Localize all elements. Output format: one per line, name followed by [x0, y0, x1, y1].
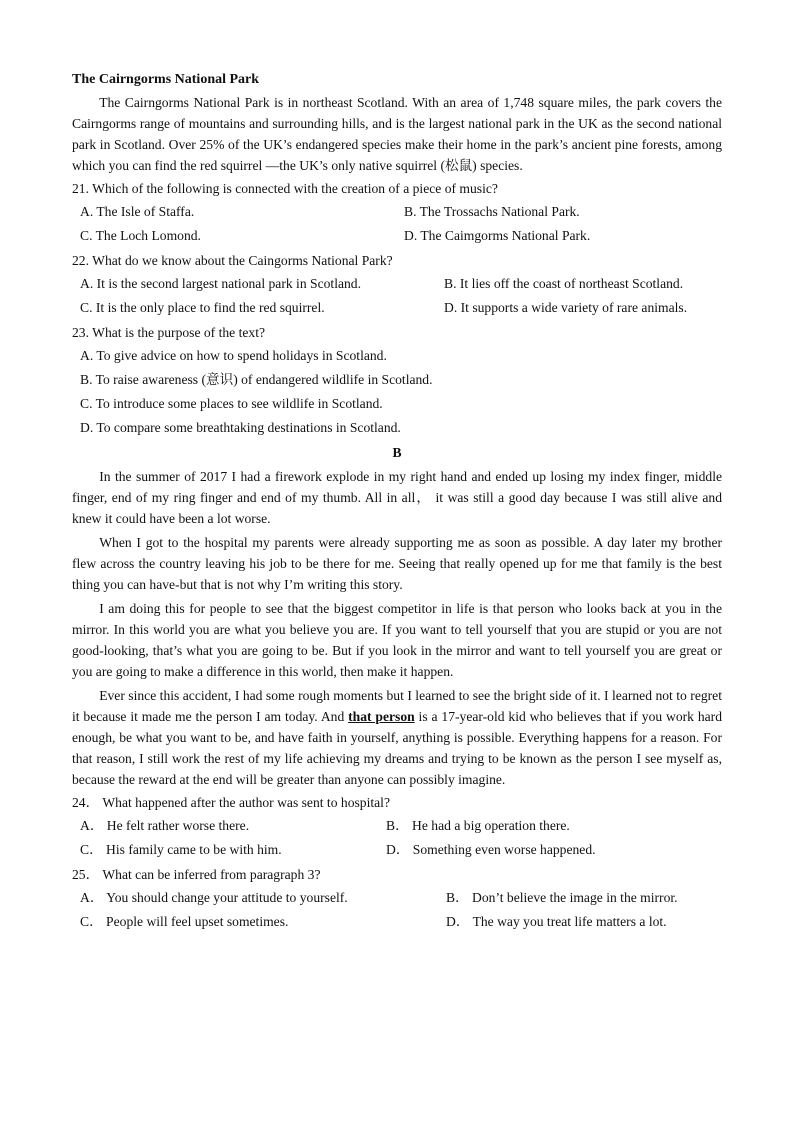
question-stem: 24． What happened after the author was sent to hospital?	[72, 795, 390, 810]
question-25	[72, 864, 722, 934]
paragraph-text: is a 17-year-old kid who believes that if you work hard enough, be what you want to be, and have faith in yourself, anything is possible. Everything happens for a reason. For that reason, I still work the rest of my life achieving my dreams and trying to be known as the person I see myself as, because the reward at the end will be greater than anyone can possibly imagine.	[72, 709, 722, 787]
option-a: A. To give advice on how to spend holidays in Scotland.	[80, 348, 387, 363]
question-23	[72, 322, 722, 440]
question-stem: 21. Which of the following is connected with the creation of a piece of music?	[72, 181, 498, 196]
option-d: D. The Caimgorms National Park.	[404, 228, 591, 243]
option-b: B. The Trossachs National Park.	[404, 204, 580, 219]
paragraph-text: Ever since this accident, I had some rough moments but I learned to see the bright side of it. I learned not to regret it because it made me the person I am today. And	[72, 688, 722, 724]
passage-a-paragraph: The Cairngorms National Park is in northeast Scotland. With an area of 1,748 square miles, the park covers the Cairngorms range of mountains and surrounding hills, and is the largest national park in the UK as the second national park in Scotland. Over 25% of the UK’s endangered species make their home in the park’s ancient pine forests, among which you can find the red squirrel —the UK’s only native squirrel (松鼠) species.	[72, 95, 722, 173]
answer-options	[72, 344, 722, 440]
option-a: A． He felt rather worse there.	[80, 818, 250, 833]
option-c: C． His family came to be with him.	[80, 842, 282, 857]
option-a: A． You should change your attitude to yourself.	[80, 890, 348, 905]
document-page	[72, 72, 722, 934]
option-c: C. The Loch Lomond.	[80, 228, 201, 243]
passage-b-paragraph-3: I am doing this for people to see that the biggest competitor in life is that person who looks back at you in the mirror. In this world you are what you believe you are. If you want to tell yourself that you are stupid or you are not good-looking, that’s what you are going to be. But if you look in the mirror and want to tell yourself you are great or you are going to make a difference in this world, then make it happen.	[72, 601, 722, 679]
option-d: D. It supports a wide variety of rare animals.	[444, 300, 688, 315]
passage-b-paragraph-4	[72, 685, 722, 790]
passage-a-title: The Cairngorms National Park	[72, 72, 260, 87]
option-b: B. It lies off the coast of northeast Scotland.	[444, 276, 684, 291]
underlined-phrase: that person	[348, 709, 415, 724]
option-b: B. To raise awareness (意识) of endangered wildlife in Scotland.	[80, 372, 433, 387]
passage-b-paragraph-1: In the summer of 2017 I had a firework explode in my right hand and ended up losing my index finger, middle finger, end of my ring finger and end of my thumb. All in all， it was still a good day because I was still alive and knew it could have been a lot worse.	[72, 469, 722, 526]
option-a: A. The Isle of Staffa.	[80, 204, 195, 219]
option-c: C． People will feel upset sometimes.	[80, 914, 289, 929]
answer-options	[72, 814, 722, 862]
section-b-heading: B	[392, 445, 402, 460]
question-22	[72, 250, 722, 320]
option-b: B． He had a big operation there.	[386, 818, 570, 833]
option-d: D. To compare some breathtaking destinations in Scotland.	[80, 420, 401, 435]
question-stem: 25． What can be inferred from paragraph 3?	[72, 867, 321, 882]
option-a: A. It is the second largest national park in Scotland.	[80, 276, 362, 291]
option-d: D． Something even worse happened.	[386, 842, 596, 857]
answer-options	[72, 272, 722, 320]
question-21	[72, 178, 722, 248]
option-d: D． The way you treat life matters a lot.	[446, 914, 667, 929]
question-24	[72, 792, 722, 862]
answer-options	[72, 886, 722, 934]
passage-b-paragraph-2: When I got to the hospital my parents were already supporting me as soon as possible. A day later my brother flew across the country leaving his job to be there for me. Seeing that really opened up for me that family is the best thing you can have-but that is not why I’m writing this story.	[72, 535, 722, 592]
option-c: C. It is the only place to find the red squirrel.	[80, 300, 325, 315]
option-c: C. To introduce some places to see wildlife in Scotland.	[80, 396, 383, 411]
answer-options	[72, 200, 722, 248]
question-stem: 22. What do we know about the Caingorms National Park?	[72, 253, 393, 268]
option-b: B． Don’t believe the image in the mirror.	[446, 890, 678, 905]
question-stem: 23. What is the purpose of the text?	[72, 325, 266, 340]
